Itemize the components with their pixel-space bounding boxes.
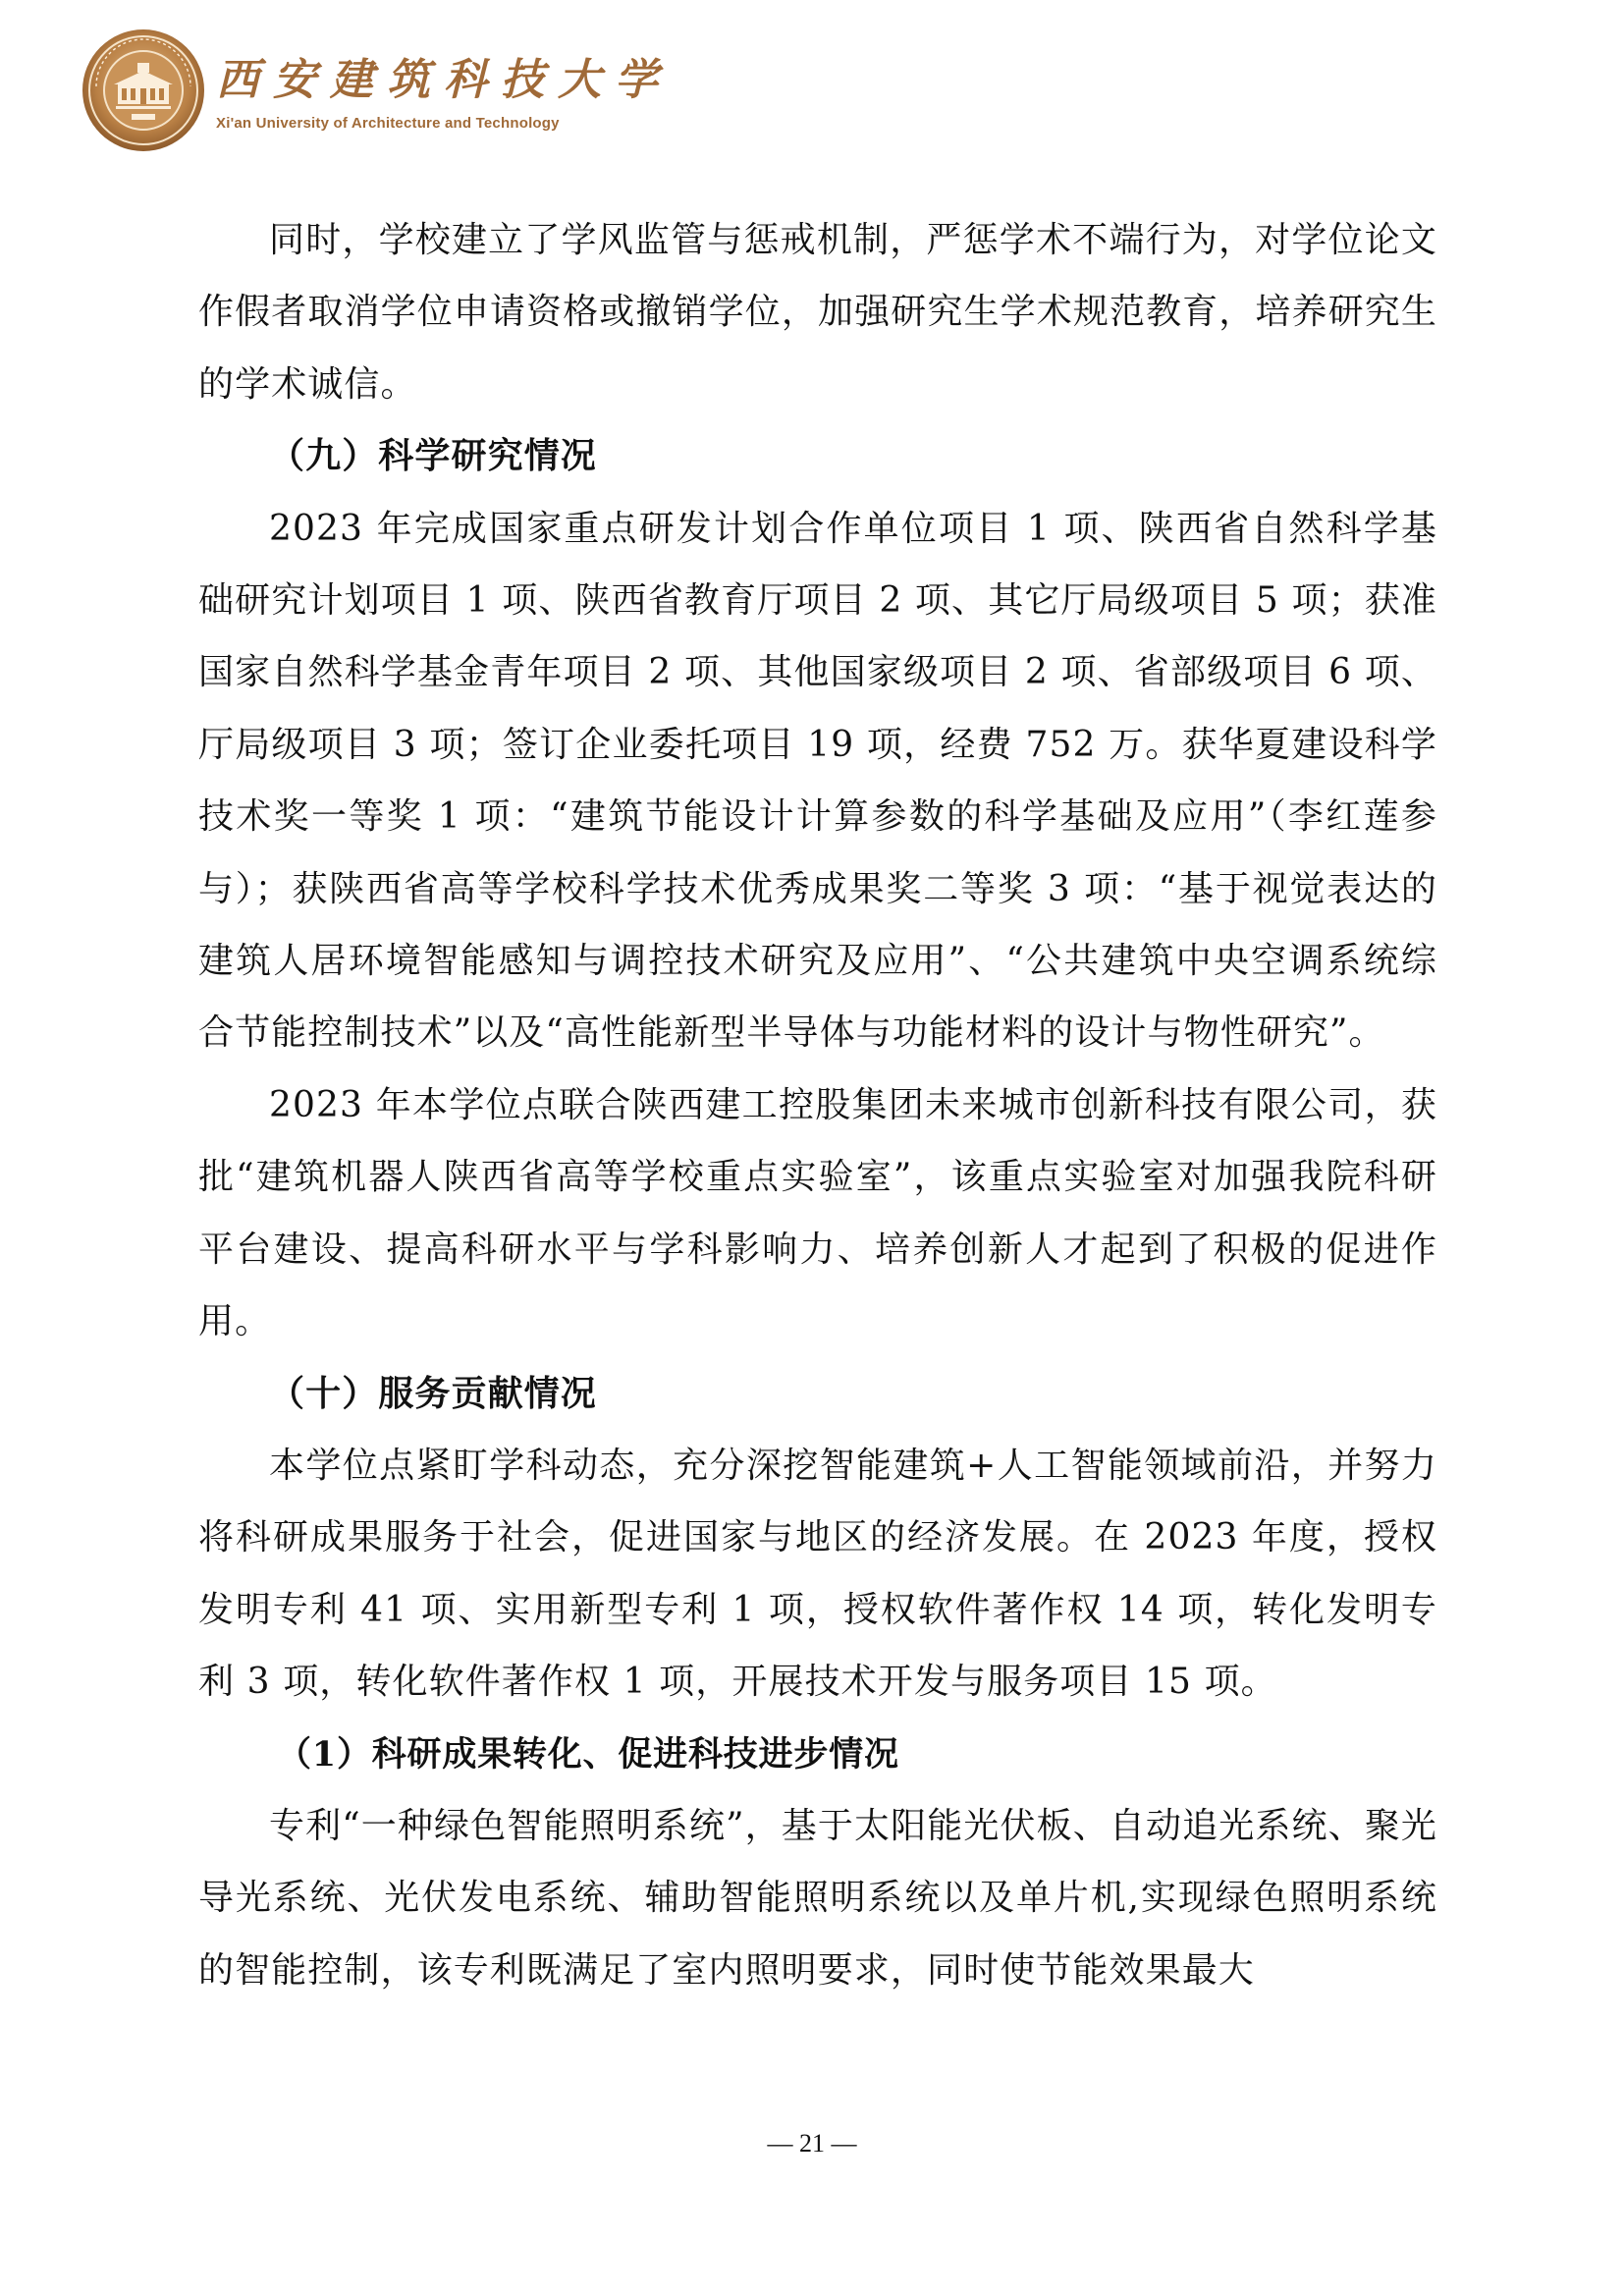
- paragraph-key-laboratory: 2023 年本学位点联合陕西建工控股集团未来城市创新科技有限公司，获批“建筑机器人陕西省高等学校重点实验室”，该重点实验室对加强我院科研平台建设、提高科研水平与学科影响力、培养创新人才起到了积极的促进作用。: [198, 1084, 1437, 1342]
- paragraph-service-contribution: 本学位点紧盯学科动态，充分深挖智能建筑+人工智能领域前沿，并努力将科研成果服务于社会，促进国家与地区的经济发展。在 2023 年度，授权发明专利 41 项、实用新型专利 1 项，授权软件著作权 14 项，转化发明专利 3 项，转化软件著作权 1 项，开展技术开发与服务项目 15 项。: [198, 1445, 1437, 1703]
- paragraph-research-projects: 2023 年完成国家重点研发计划合作单位项目 1 项、陕西省自然科学基础研究计划项目 1 项、陕西省教育厅项目 2 项、其它厅局级项目 5 项；获准国家自然科学基金青年项目 2 项、其他国家级项目 2 项、省部级项目 6 项、厅局级项目 3 项；签订企业委托项目 19 项，经费 752 万。获华夏建设科学技术奖一等奖 1 项：“建筑节能设计计算参数的科学基础及应用”（李红莲参与）；获陕西省高等学校科学技术优秀成果奖二等奖 3 项：“基于视觉表达的建筑人居环境智能感知与调控技术研究及应用”、“公共建筑中央空调系统综合节能控制技术”以及“高性能新型半导体与功能材料的设计与物性研究”。: [198, 508, 1437, 1054]
- university-name-en: Xi'an University of Architecture and Technology: [216, 115, 560, 132]
- university-wordmark: [216, 53, 672, 147]
- paragraph-patent-lighting: 专利“一种绿色智能照明系统”，基于太阳能光伏板、自动追光系统、聚光导光系统、光伏发电系统、辅助智能照明系统以及单片机,实现绿色照明系统的智能控制，该专利既满足了室内照明要求，同时使节能效果最大: [198, 1805, 1437, 1991]
- section-heading-research: （九）科学研究情况: [269, 435, 597, 477]
- university-name-cn: 西安建筑科技大学: [216, 55, 672, 105]
- page-number: — 21 —: [767, 2129, 857, 2158]
- document-header: [81, 27, 672, 155]
- paragraph-academic-integrity: 同时，学校建立了学风监管与惩戒机制，严惩学术不端行为，对学位论文作假者取消学位申请资格或撤销学位，加强研究生学术规范教育，培养研究生的学术诚信。: [198, 220, 1437, 405]
- document-body: [198, 204, 1437, 2006]
- subsection-heading-tech-transfer: （1）科研成果转化、促进科技进步情况: [277, 1733, 899, 1775]
- section-heading-service: （十）服务贡献情况: [269, 1372, 597, 1414]
- university-seal-icon: [81, 27, 206, 153]
